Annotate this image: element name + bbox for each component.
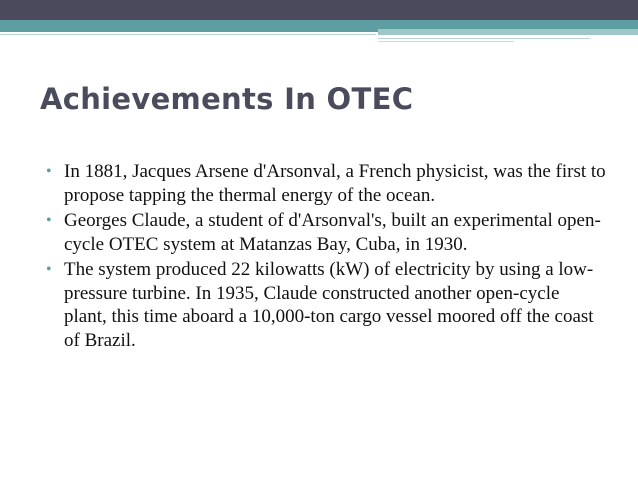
header-rule-right [378,38,590,39]
bullet-dot-icon: • [46,212,52,229]
bullet-dot-icon: • [46,261,52,278]
header-accent-bar [378,29,638,35]
bullet-item [46,160,606,207]
bullet-list [46,160,606,354]
header-rule-right-short [378,41,514,42]
header-rule-left [0,34,376,35]
bullet-item [46,258,606,352]
bullet-item [46,209,606,256]
bullet-dot-icon: • [46,163,52,180]
slide-title: Achievements In OTEC [40,82,414,116]
header-bar-dark [0,0,638,20]
bullet-text: The system produced 22 kilowatts (kW) of electricity by using a low-pressure turbine. In 1935, Claude constructed another open-cycle plant, this time aboard a 10,000-ton cargo vessel moored off the coast of Brazil. [64,259,594,351]
bullet-text: Georges Claude, a student of d'Arsonval's, built an experimental open-cycle OTEC system at Matanzas Bay, Cuba, in 1930. [64,210,601,255]
bullet-text: In 1881, Jacques Arsene d'Arsonval, a French physicist, was the first to propose tapping the thermal energy of the ocean. [64,161,606,206]
